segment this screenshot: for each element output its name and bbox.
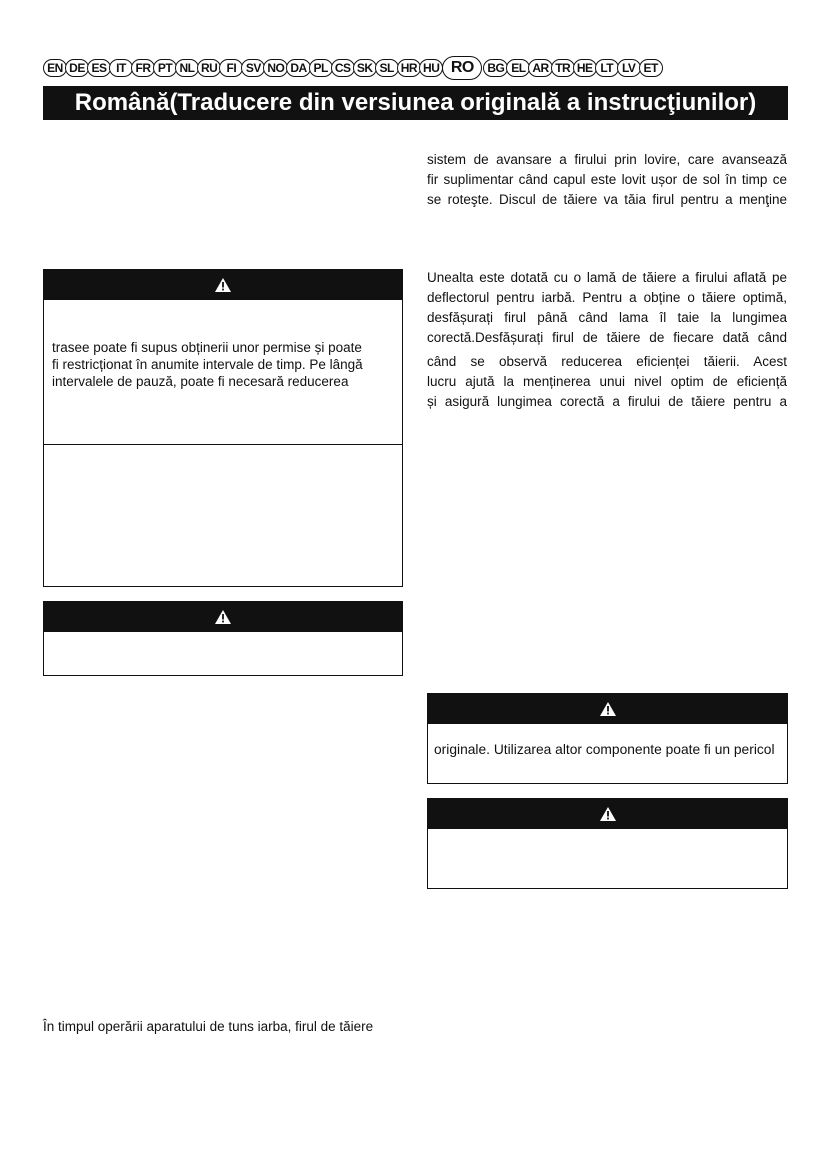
warning-box-2 [43,601,403,676]
warning-box-header [44,270,402,300]
left-bottom-paragraph [43,1017,403,1037]
text-line: În timpul operării aparatului de tuns iarba, firul de tăiere [43,1019,374,1034]
language-no: NO [263,59,288,77]
divider [44,444,402,445]
warning-triangle-icon [599,701,617,717]
language-sk: SK [353,59,377,77]
warning-box-3 [427,693,788,784]
language-es: ES [87,59,111,77]
language-lt: LT [595,59,619,77]
language-fi: FI [219,59,243,77]
language-de: DE [65,59,89,77]
warning-triangle-icon [599,806,617,822]
language-ar: AR [528,59,552,77]
language-it: IT [109,59,133,77]
warning-box-4 [427,798,788,889]
language-hr: HR [397,59,421,77]
text-line: corectă.Desfășurați firul de tăiere de fiecare dată când [427,330,787,345]
right-paragraph-2 [427,268,787,348]
warning-box-1 [43,269,403,587]
language-en: EN [43,59,67,77]
right-paragraph-3 [427,352,787,412]
text-line: trasee poate fi supus obținerii unor permise și poate [52,340,362,355]
language-fr: FR [131,59,155,77]
text-line: Unealta este dotată cu o lamă de tăiere a firului aflată pe [427,270,787,285]
language-he: HE [573,59,597,77]
text-line: se roteşte. Discul de tăiere va tăia firul pentru a menţine [427,192,787,207]
warning-box-header [428,799,787,829]
text-line: și asigură lungimea corectă a firului de tăiere pentru a [427,394,787,409]
language-tr: TR [551,59,575,77]
language-ru: RU [197,59,221,77]
language-cs: CS [331,59,355,77]
language-nl: NL [175,59,199,77]
text-line: intervalele de pauză, poate fi necesară reducerea [52,374,349,389]
page-title: Română(Traducere din versiunea originală a instrucţiunilor) [43,86,788,120]
warning-box-header [428,694,787,724]
language-ro: RO [442,56,482,80]
language-pl: PL [309,59,333,77]
warning-triangle-icon [214,277,232,293]
warning-triangle-icon [214,609,232,625]
language-selector [43,56,788,80]
warning-box-3-text [434,741,784,758]
warning-box-header [44,602,402,632]
text-line: fi restricționat în anumite intervale de timp. Pe lângă [52,357,363,372]
language-hu: HU [419,59,443,77]
language-lv: LV [617,59,641,77]
language-bg: BG [483,59,508,77]
text-line: originale. Utilizarea altor componente poate fi un pericol [434,742,775,757]
language-pt: PT [153,59,177,77]
text-line: fir suplimentar când capul este lovit ușor de sol în timp ce [427,172,787,187]
text-line: desfășurați firul până când lama îl taie la lungimea [427,310,787,325]
text-line: când se observă reducerea eficienței tăierii. Acest [427,354,787,369]
language-el: EL [506,59,530,77]
language-sl: SL [375,59,399,77]
text-line: lucru ajută la menținerea unui nivel optim de eficiență [427,374,787,389]
text-line: deflectorul pentru iarbă. Pentru a obține o tăiere optimă, [427,290,787,305]
language-sv: SV [241,59,265,77]
warning-box-1-text [52,339,392,390]
text-line: sistem de avansare a firului prin lovire, care avansează [427,152,787,167]
right-paragraph-1 [427,150,787,210]
language-et: ET [639,59,663,77]
language-da: DA [286,59,310,77]
